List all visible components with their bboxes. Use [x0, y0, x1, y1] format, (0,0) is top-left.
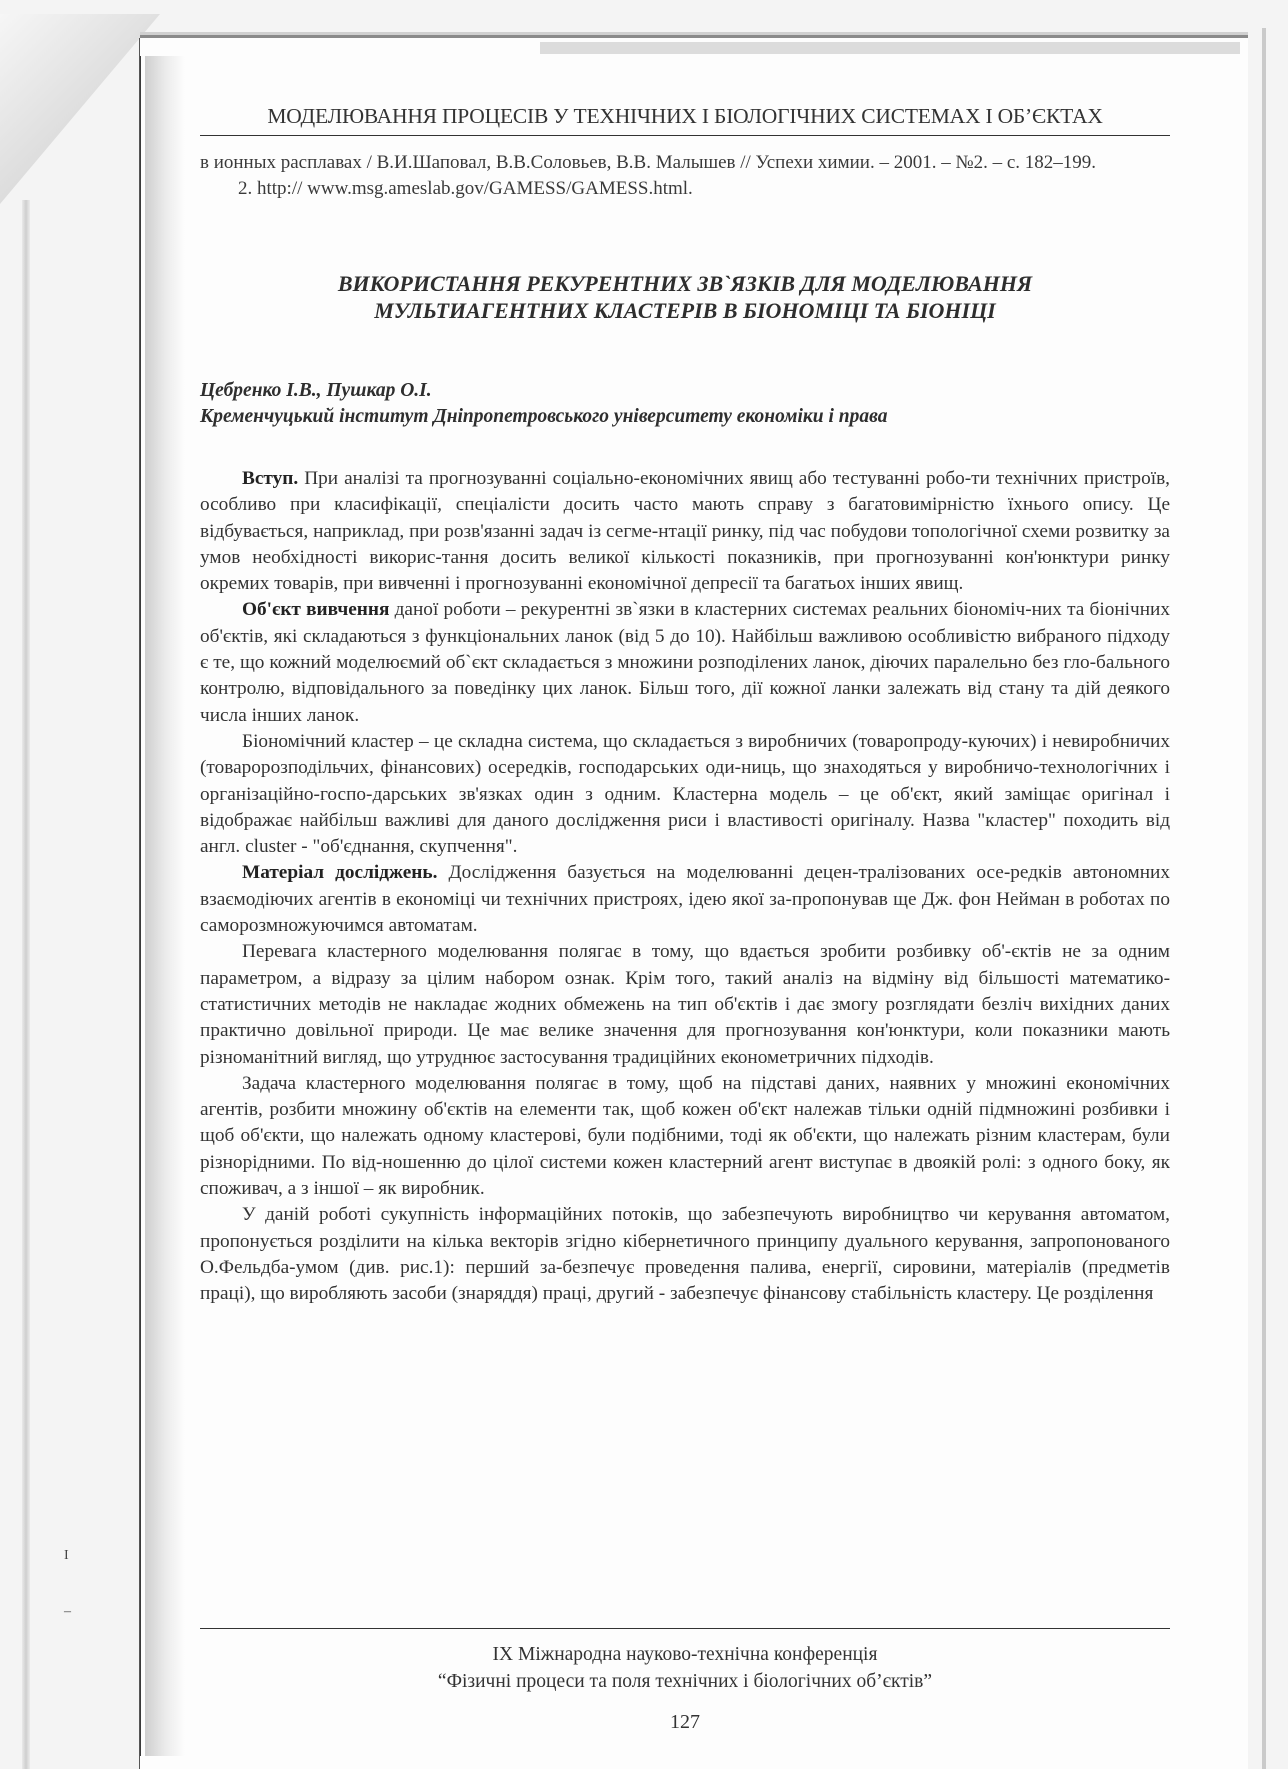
affiliation: Кременчуцький інститут Дніпропетровського університету економіки і права	[200, 406, 888, 427]
reference-2: 2. http:// www.msg.ameslab.gov/GAMESS/GAMESS.html.	[238, 178, 693, 199]
paragraph-materials: Матеріал досліджень. Дослідження базується на моделюванні децен-тралізованих осе-редків автономних взаємодіючих агентів в економіці чи технічних пристроях, ідею якої за-пропонував ще Дж. фон Нейман в роботах по саморозмножуючимся автоматам.	[200, 862, 1170, 937]
paragraph-bionomic-cluster: Біономічний кластер – це складна система, що складається з виробничих (товаропроду-куючих) і невиробничих (товаророзподільчих, фінансових) осередків, господарських оди-ниць, що знаходяться у виробничо-технологічних і організаційно-госпо-дарських зв'язках один з одним. Кластерна модель – це об'єкт, який заміщає оригінал і відображає найбільш важливі для даного дослідження риси і властивості оригіналу. Назва "кластер" походить від англ. cluster - "об'єднання, скупчення".	[200, 730, 1170, 858]
binding-line	[140, 56, 141, 1756]
reference-1-tail: в ионных расплавах / В.И.Шаповал, В.В.Соловьев, В.В. Малышев // Успехи химии. – 2001. – №2. – с. 182–199.	[200, 152, 1097, 173]
conference-name: IX Міжнародна науково-технічна конференція	[492, 1644, 878, 1665]
paragraph-information-flows: У даній роботі сукупність інформаційних потоків, що забезпечують виробництво чи керування автоматом, пропонується розділити на кілька векторів згідно кібернетичного принципу дуального керування, запропонованого О.Фельдба-умом (див. рис.1): перший за-безпечує проведення палива, енергії, сировини, матеріалів (предметів праці), що виробляють засоби (знаряддя) праці, другий - забезпечує фінансову стабільність кластеру. Це розділення	[200, 1204, 1170, 1305]
margin-mark: –	[64, 1604, 71, 1619]
running-header: МОДЕЛЮВАННЯ ПРОЦЕСІВ У ТЕХНІЧНИХ І БІОЛОГІЧНИХ СИСТЕМАХ І ОБ’ЄКТАХ	[200, 104, 1170, 136]
paragraph-lead: Матеріал досліджень.	[242, 862, 438, 884]
page-number: 127	[670, 1711, 700, 1733]
page-right-edge	[1262, 28, 1266, 1769]
page-content	[200, 92, 1170, 1308]
article-title	[200, 270, 1170, 324]
conference-title: “Фізичні процеси та поля технічних і біологічних об’єктів”	[437, 1671, 933, 1692]
author-block	[200, 378, 1170, 430]
paragraph-lead: Вступ.	[242, 468, 299, 489]
authors: Цебренко І.В., Пушкар О.І.	[200, 380, 432, 401]
article-body	[200, 466, 1170, 1308]
paragraph-object-of-study: Об'єкт вивчення даної роботи – рекурентні зв`язки в кластерних системах реальних біономіч-них та біонічних об'єктів, які складаються з функціональних ланок (від 5 до 10). Найбільш важливою особливістю вибраного підходу є те, що кожний моделюємий об`єкт складається з множини розподілених ланок, діючих паралельно без гло-бального контролю, відповідального за поведінку цих ланок. Більш того, дії кожної ланки залежать від стану та дій деякого числа інших ланок.	[200, 599, 1170, 726]
paragraph-introduction: Вступ. При аналізі та прогнозуванні соціально-економічних явищ або тестуванні робо-ти технічних пристроїв, особливо при класифікації, спеціалісти досить часто мають справу з багатовимірністю їхнього опису. Це відбувається, наприклад, при розв'язанні задач із сегме-нтації ринку, під час побудови топологічної схеми розвитку за умов необхідності викорис-тання досить великої кількості показників, при прогнозуванні кон'юнктури ринку окремих товарів, при вивченні і прогнозуванні економічної депресії та багатьох інших явищ.	[200, 468, 1170, 595]
underlying-page-edge	[22, 200, 30, 1769]
paragraph-advantage: Перевага кластерного моделювання полягає в тому, що вдається зробити розбивку об'-єктів не за одним параметром, а відразу за цілим набором ознак. Крім того, такий аналіз на відміну від більшості математико-статистичних методів не накладає жодних обмежень на тип об'єктів і дає змогу розглядати безліч вихідних даних практично довільної природи. Це має велике значення для прогнозування кон'юнктури, коли показники мають різноманітний вигляд, що утруднює застосування традиційних економетричних підходів.	[200, 941, 1170, 1068]
page-footer	[200, 1628, 1170, 1736]
paragraph-lead: Об'єкт вивчення	[242, 599, 390, 621]
title-line-1: ВИКОРИСТАННЯ РЕКУРЕНТНИХ ЗВ`ЯЗКІВ ДЛЯ МОДЕЛЮВАННЯ	[337, 271, 1033, 296]
margin-mark: I	[64, 1548, 69, 1563]
scan-top-band	[540, 42, 1240, 54]
references-continued	[200, 150, 1170, 202]
binding-shadow	[145, 56, 185, 1756]
title-line-2: МУЛЬТИАГЕНТНИХ КЛАСТЕРІВ В БІОНОМІЦІ ТА БІОНІЦІ	[374, 298, 996, 323]
paragraph-task: Задача кластерного моделювання полягає в тому, щоб на підставі даних, наявних у множині економічних агентів, розбити множину об'єктів на елементи так, щоб кожен об'єкт належав тільки одній підмножині розбивки і щоб об'єкти, що належать одному кластерові, були подібними, тоді як об'єкти, що належать різним кластерам, були різнорідними. По від-ношенню до цілої системи кожен кластерний агент виступає в двоякій ролі: з одного боку, як споживач, а з іншої – як виробник.	[200, 1072, 1170, 1200]
